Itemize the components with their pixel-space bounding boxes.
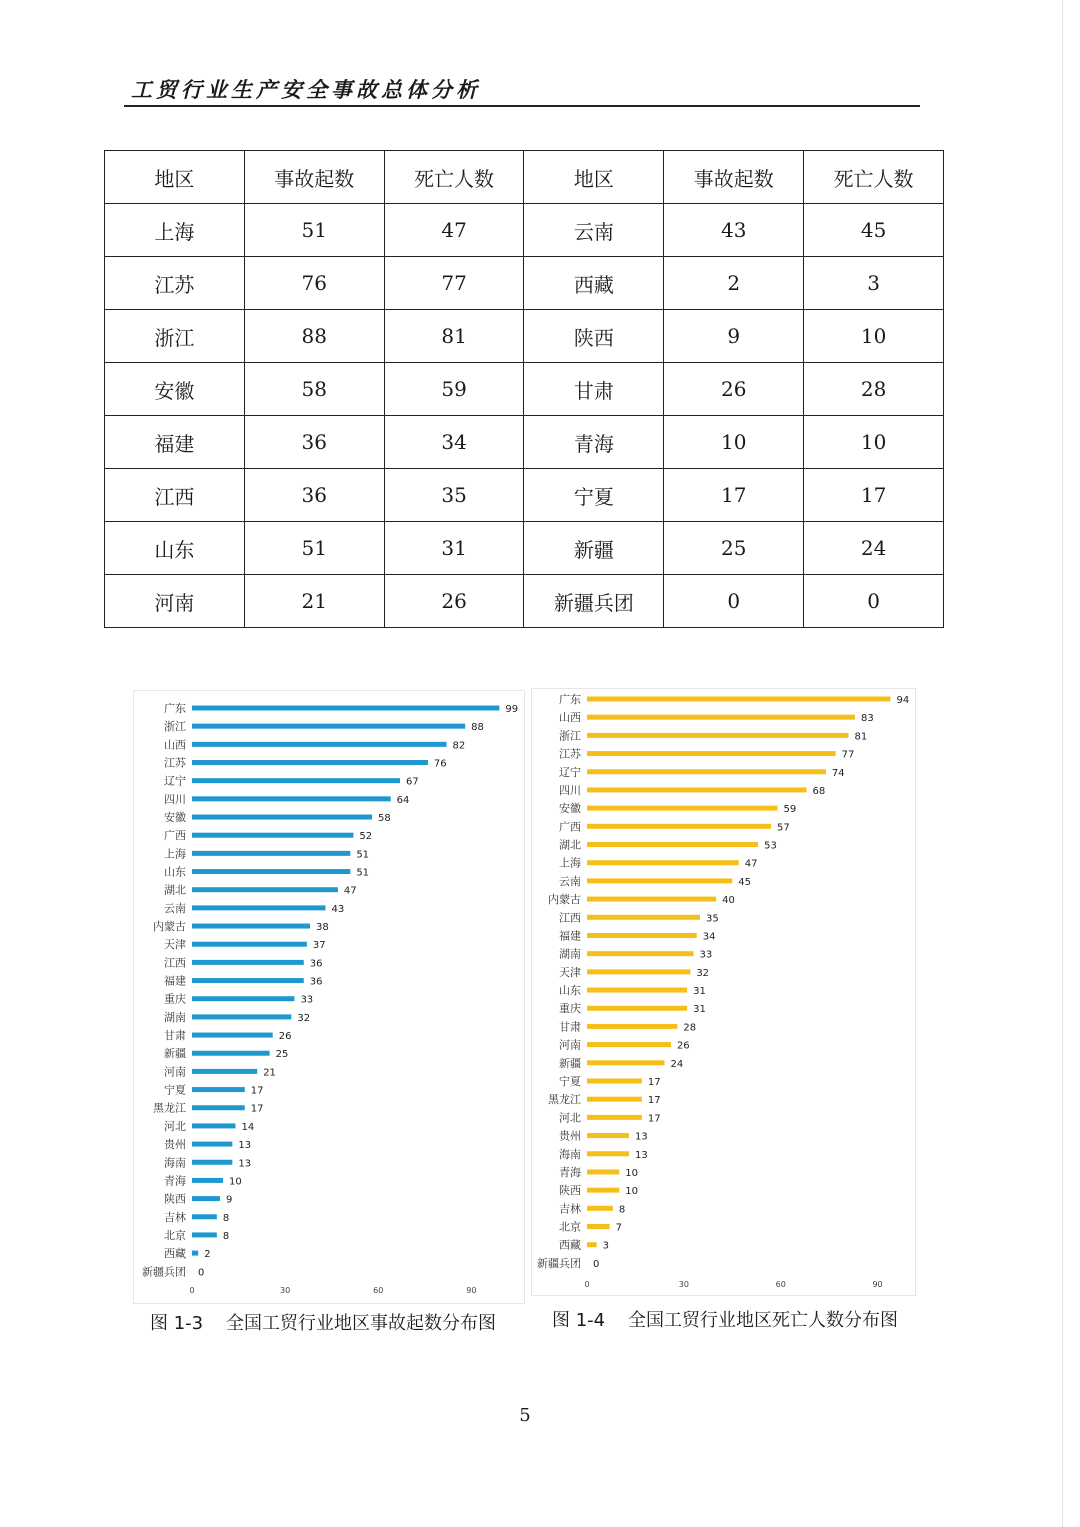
table-cell: 宁夏 bbox=[524, 469, 664, 522]
category-label: 新疆 bbox=[164, 1047, 186, 1061]
data-label: 26 bbox=[676, 1040, 690, 1052]
table-cell: 2 bbox=[664, 257, 804, 310]
bar bbox=[192, 1069, 257, 1074]
bar bbox=[192, 1033, 273, 1038]
category-label: 安徽 bbox=[559, 802, 581, 816]
category-label: 云南 bbox=[559, 874, 581, 888]
category-label: 河北 bbox=[164, 1119, 186, 1133]
bar bbox=[192, 1232, 217, 1237]
bar bbox=[587, 951, 694, 956]
category-label: 湖南 bbox=[164, 1010, 186, 1024]
table-cell: 江西 bbox=[105, 469, 245, 522]
bar bbox=[192, 851, 350, 856]
category-label: 北京 bbox=[164, 1228, 186, 1242]
table-cell: 51 bbox=[244, 522, 384, 575]
table-row bbox=[105, 363, 944, 416]
data-label: 57 bbox=[777, 822, 790, 834]
data-label: 52 bbox=[359, 831, 373, 843]
category-label: 江苏 bbox=[559, 747, 581, 761]
bar bbox=[192, 1014, 291, 1019]
data-label: 47 bbox=[343, 885, 357, 897]
data-label: 53 bbox=[764, 840, 777, 852]
bar bbox=[192, 1251, 198, 1256]
table-header-cell: 死亡人数 bbox=[804, 151, 944, 204]
bar bbox=[587, 988, 687, 993]
category-label: 内蒙古 bbox=[548, 893, 581, 907]
bar bbox=[587, 1042, 671, 1047]
table-cell: 76 bbox=[244, 257, 384, 310]
category-label: 天津 bbox=[559, 965, 581, 979]
table-cell: 浙江 bbox=[105, 310, 245, 363]
data-label: 21 bbox=[263, 1067, 276, 1079]
data-label: 17 bbox=[647, 1113, 661, 1125]
table-cell: 47 bbox=[384, 204, 524, 257]
category-label: 福建 bbox=[164, 974, 186, 988]
bar bbox=[587, 769, 826, 774]
table-cell: 陕西 bbox=[524, 310, 664, 363]
data-label: 9 bbox=[225, 1194, 233, 1206]
data-label: 36 bbox=[309, 958, 323, 970]
table-header-cell: 事故起数 bbox=[664, 151, 804, 204]
data-label: 43 bbox=[331, 903, 345, 915]
data-label: 74 bbox=[831, 767, 845, 779]
category-label: 江西 bbox=[164, 956, 186, 970]
table-cell: 河南 bbox=[105, 575, 245, 628]
table-cell: 21 bbox=[244, 575, 384, 628]
table-header-cell: 死亡人数 bbox=[384, 151, 524, 204]
category-label: 湖南 bbox=[559, 947, 581, 961]
category-label: 上海 bbox=[559, 856, 581, 870]
category-label: 吉林 bbox=[559, 1202, 581, 1216]
bar bbox=[587, 1115, 642, 1120]
bar bbox=[192, 1123, 235, 1128]
bar bbox=[192, 905, 325, 910]
category-label: 福建 bbox=[559, 929, 581, 943]
data-label: 17 bbox=[250, 1085, 264, 1097]
category-label: 安徽 bbox=[164, 811, 186, 825]
bar bbox=[587, 806, 777, 811]
data-label: 38 bbox=[315, 922, 329, 934]
page-number: 5 bbox=[519, 1405, 531, 1426]
table-cell: 28 bbox=[804, 363, 944, 416]
tick-label: 90 bbox=[466, 1286, 477, 1295]
bar bbox=[192, 1160, 232, 1165]
category-label: 西藏 bbox=[164, 1247, 186, 1261]
category-label: 内蒙古 bbox=[153, 920, 186, 934]
bar bbox=[192, 960, 304, 965]
tick-label: 30 bbox=[280, 1286, 291, 1295]
data-label: 36 bbox=[309, 976, 323, 988]
bar bbox=[192, 942, 307, 947]
table-cell: 31 bbox=[384, 522, 524, 575]
table-cell: 36 bbox=[244, 469, 384, 522]
data-label: 40 bbox=[722, 895, 735, 907]
data-label: 0 bbox=[198, 1267, 205, 1279]
bar bbox=[192, 869, 350, 874]
table-cell: 新疆 bbox=[524, 522, 664, 575]
category-label: 湖北 bbox=[559, 838, 581, 852]
bar bbox=[192, 724, 465, 729]
category-label: 新疆兵团 bbox=[142, 1265, 186, 1279]
data-label: 37 bbox=[312, 940, 326, 952]
header-rule bbox=[124, 105, 920, 107]
data-label: 77 bbox=[841, 749, 855, 761]
data-label: 33 bbox=[699, 949, 713, 961]
data-label: 2 bbox=[204, 1249, 211, 1261]
table-header-cell: 地区 bbox=[105, 151, 245, 204]
table-cell: 山东 bbox=[105, 522, 245, 575]
bar bbox=[587, 1078, 642, 1083]
table-row bbox=[105, 257, 944, 310]
data-label: 13 bbox=[634, 1149, 648, 1161]
data-label: 59 bbox=[783, 804, 797, 816]
bar bbox=[587, 733, 849, 738]
data-label: 99 bbox=[505, 704, 519, 715]
category-label: 吉林 bbox=[164, 1210, 186, 1224]
table-cell: 江苏 bbox=[105, 257, 245, 310]
bar bbox=[192, 996, 294, 1001]
table-cell: 59 bbox=[384, 363, 524, 416]
table-cell: 福建 bbox=[105, 416, 245, 469]
table-cell: 35 bbox=[384, 469, 524, 522]
bar bbox=[192, 833, 353, 838]
figure-caption-1-4: 图 1-4 全国工贸行业地区死亡人数分布图 bbox=[552, 1310, 899, 1331]
category-label: 四川 bbox=[559, 783, 581, 797]
bar bbox=[587, 1242, 597, 1247]
region-accident-table bbox=[104, 150, 944, 628]
bar bbox=[587, 1169, 619, 1174]
bar bbox=[587, 697, 890, 702]
category-label: 青海 bbox=[559, 1165, 581, 1179]
data-label: 76 bbox=[433, 758, 447, 770]
data-label: 17 bbox=[647, 1076, 661, 1088]
category-label: 河南 bbox=[164, 1065, 186, 1079]
bar bbox=[192, 924, 310, 929]
data-label: 8 bbox=[222, 1230, 230, 1242]
category-label: 辽宁 bbox=[559, 765, 581, 779]
category-label: 山西 bbox=[164, 738, 186, 752]
bar bbox=[587, 860, 739, 865]
bar bbox=[192, 706, 499, 711]
category-label: 湖北 bbox=[164, 883, 186, 897]
data-label: 17 bbox=[250, 1103, 264, 1115]
page-header-title: 工贸行业生产安全事故总体分析 bbox=[131, 77, 481, 102]
category-label: 山西 bbox=[559, 711, 581, 725]
table-row bbox=[105, 469, 944, 522]
bar bbox=[587, 1006, 687, 1011]
table-cell: 45 bbox=[804, 204, 944, 257]
category-label: 天津 bbox=[164, 938, 186, 952]
table-cell: 西藏 bbox=[524, 257, 664, 310]
table-cell: 9 bbox=[664, 310, 804, 363]
data-label: 0 bbox=[593, 1258, 600, 1270]
table-cell: 0 bbox=[804, 575, 944, 628]
bar bbox=[192, 760, 428, 765]
table-cell: 17 bbox=[664, 469, 804, 522]
table-cell: 77 bbox=[384, 257, 524, 310]
data-label: 81 bbox=[854, 731, 868, 743]
table-row bbox=[105, 204, 944, 257]
bar bbox=[192, 1214, 217, 1219]
tick-label: 30 bbox=[678, 1280, 689, 1289]
bar bbox=[192, 887, 338, 892]
bar bbox=[587, 824, 771, 829]
tick-label: 60 bbox=[775, 1280, 786, 1289]
category-label: 辽宁 bbox=[164, 774, 186, 788]
table-cell: 88 bbox=[244, 310, 384, 363]
bar bbox=[587, 1188, 619, 1193]
data-label: 17 bbox=[647, 1095, 661, 1107]
data-label: 83 bbox=[860, 713, 874, 725]
table-row bbox=[105, 416, 944, 469]
category-label: 河北 bbox=[559, 1111, 581, 1125]
data-label: 51 bbox=[356, 867, 370, 879]
bar bbox=[192, 1142, 232, 1147]
table-cell: 17 bbox=[804, 469, 944, 522]
category-label: 宁夏 bbox=[164, 1083, 186, 1097]
bar bbox=[587, 933, 697, 938]
tick-label: 0 bbox=[584, 1280, 590, 1289]
accident-count-chart bbox=[133, 690, 525, 1304]
bar bbox=[192, 978, 304, 983]
bar bbox=[587, 715, 855, 720]
bar bbox=[587, 842, 758, 847]
table-cell: 云南 bbox=[524, 204, 664, 257]
death-count-chart bbox=[531, 688, 916, 1296]
table-row bbox=[105, 575, 944, 628]
data-label: 35 bbox=[706, 913, 719, 925]
bar bbox=[587, 969, 690, 974]
bar bbox=[192, 1087, 245, 1092]
data-label: 51 bbox=[356, 849, 370, 861]
category-label: 西藏 bbox=[559, 1238, 581, 1252]
category-label: 四川 bbox=[164, 792, 186, 806]
data-label: 68 bbox=[812, 785, 826, 797]
data-label: 8 bbox=[222, 1212, 230, 1224]
bar bbox=[587, 878, 732, 883]
category-label: 浙江 bbox=[164, 720, 186, 734]
data-label: 67 bbox=[405, 776, 419, 788]
table-header-cell: 事故起数 bbox=[244, 151, 384, 204]
table-cell: 25 bbox=[664, 522, 804, 575]
table-cell: 青海 bbox=[524, 416, 664, 469]
category-label: 江西 bbox=[559, 911, 581, 925]
category-label: 甘肃 bbox=[559, 1020, 581, 1034]
data-label: 3 bbox=[602, 1240, 610, 1252]
table-cell: 甘肃 bbox=[524, 363, 664, 416]
table-cell: 36 bbox=[244, 416, 384, 469]
table-cell: 10 bbox=[804, 416, 944, 469]
table-cell: 81 bbox=[384, 310, 524, 363]
data-label: 25 bbox=[275, 1049, 289, 1061]
category-label: 山东 bbox=[559, 984, 581, 998]
table-cell: 安徽 bbox=[105, 363, 245, 416]
data-label: 26 bbox=[278, 1031, 292, 1043]
table-cell: 上海 bbox=[105, 204, 245, 257]
category-label: 陕西 bbox=[164, 1192, 186, 1206]
category-label: 重庆 bbox=[164, 992, 186, 1006]
bar bbox=[587, 915, 700, 920]
table-cell: 10 bbox=[804, 310, 944, 363]
table-cell: 24 bbox=[804, 522, 944, 575]
table-cell: 10 bbox=[664, 416, 804, 469]
category-label: 青海 bbox=[164, 1174, 186, 1188]
category-label: 浙江 bbox=[559, 729, 581, 743]
bar bbox=[587, 1133, 629, 1138]
accident-count-chart-svg bbox=[133, 690, 525, 1304]
table-row bbox=[105, 522, 944, 575]
bar bbox=[192, 778, 400, 783]
tick-label: 0 bbox=[189, 1286, 195, 1295]
data-label: 13 bbox=[238, 1158, 252, 1170]
bar bbox=[587, 1206, 613, 1211]
data-label: 28 bbox=[683, 1022, 697, 1034]
category-label: 宁夏 bbox=[559, 1074, 581, 1088]
bar bbox=[192, 815, 372, 820]
bar bbox=[587, 897, 716, 902]
category-label: 甘肃 bbox=[164, 1029, 186, 1043]
bar bbox=[192, 796, 391, 801]
tick-label: 90 bbox=[872, 1280, 883, 1289]
data-label: 33 bbox=[300, 994, 314, 1006]
data-label: 10 bbox=[229, 1176, 242, 1188]
data-label: 8 bbox=[618, 1204, 626, 1216]
bar bbox=[587, 751, 836, 756]
data-label: 47 bbox=[744, 858, 758, 870]
data-label: 58 bbox=[378, 813, 391, 825]
data-label: 88 bbox=[471, 722, 484, 734]
table-cell: 58 bbox=[244, 363, 384, 416]
table-cell: 43 bbox=[664, 204, 804, 257]
bar bbox=[192, 1105, 245, 1110]
bar bbox=[192, 742, 447, 747]
table-cell: 34 bbox=[384, 416, 524, 469]
category-label: 新疆 bbox=[559, 1056, 581, 1070]
bar bbox=[587, 1151, 629, 1156]
category-label: 海南 bbox=[164, 1156, 186, 1170]
data-label: 32 bbox=[696, 967, 710, 979]
table-header-row bbox=[105, 151, 944, 204]
category-label: 重庆 bbox=[559, 1002, 581, 1016]
category-label: 贵州 bbox=[559, 1129, 581, 1143]
bar bbox=[192, 1051, 270, 1056]
data-label: 24 bbox=[670, 1058, 684, 1070]
bar bbox=[587, 1060, 664, 1065]
category-label: 贵州 bbox=[164, 1138, 186, 1152]
table-cell: 3 bbox=[804, 257, 944, 310]
data-label: 31 bbox=[693, 986, 706, 998]
category-label: 黑龙江 bbox=[153, 1101, 186, 1115]
bar bbox=[587, 787, 807, 792]
bar bbox=[587, 1024, 677, 1029]
category-label: 海南 bbox=[559, 1147, 581, 1161]
category-label: 黑龙江 bbox=[548, 1093, 581, 1107]
data-label: 13 bbox=[634, 1131, 648, 1143]
data-label: 94 bbox=[896, 695, 910, 706]
table-cell: 0 bbox=[664, 575, 804, 628]
bar bbox=[192, 1178, 223, 1183]
category-label: 北京 bbox=[559, 1220, 581, 1234]
table-cell: 新疆兵团 bbox=[524, 575, 664, 628]
data-label: 64 bbox=[396, 794, 410, 806]
table-header-cell: 地区 bbox=[524, 151, 664, 204]
table-cell: 51 bbox=[244, 204, 384, 257]
page-edge bbox=[1062, 0, 1063, 1527]
category-label: 云南 bbox=[164, 901, 186, 915]
data-label: 13 bbox=[238, 1140, 252, 1152]
category-label: 广西 bbox=[559, 820, 581, 834]
category-label: 广西 bbox=[164, 829, 186, 843]
category-label: 江苏 bbox=[164, 756, 186, 770]
data-label: 14 bbox=[241, 1121, 255, 1133]
category-label: 陕西 bbox=[559, 1184, 581, 1198]
data-label: 10 bbox=[625, 1186, 639, 1198]
category-label: 河南 bbox=[559, 1038, 581, 1052]
category-label: 上海 bbox=[164, 847, 186, 861]
data-label: 34 bbox=[702, 931, 716, 943]
data-label: 32 bbox=[297, 1012, 311, 1024]
data-label: 31 bbox=[693, 1004, 706, 1016]
category-label: 广东 bbox=[559, 693, 581, 706]
table-row bbox=[105, 310, 944, 363]
data-label: 7 bbox=[615, 1222, 622, 1234]
tick-label: 60 bbox=[373, 1286, 384, 1295]
category-label: 新疆兵团 bbox=[537, 1256, 581, 1270]
figure-caption-1-3: 图 1-3 全国工贸行业地区事故起数分布图 bbox=[150, 1313, 497, 1334]
category-label: 广东 bbox=[164, 702, 186, 715]
data-label: 10 bbox=[625, 1167, 639, 1179]
table-cell: 26 bbox=[664, 363, 804, 416]
bar bbox=[587, 1097, 642, 1102]
data-label: 82 bbox=[452, 740, 466, 752]
bar bbox=[192, 1196, 220, 1201]
death-count-chart-svg bbox=[531, 688, 916, 1296]
table-cell: 26 bbox=[384, 575, 524, 628]
category-label: 山东 bbox=[164, 865, 186, 879]
bar bbox=[587, 1224, 610, 1229]
data-label: 45 bbox=[738, 876, 752, 888]
